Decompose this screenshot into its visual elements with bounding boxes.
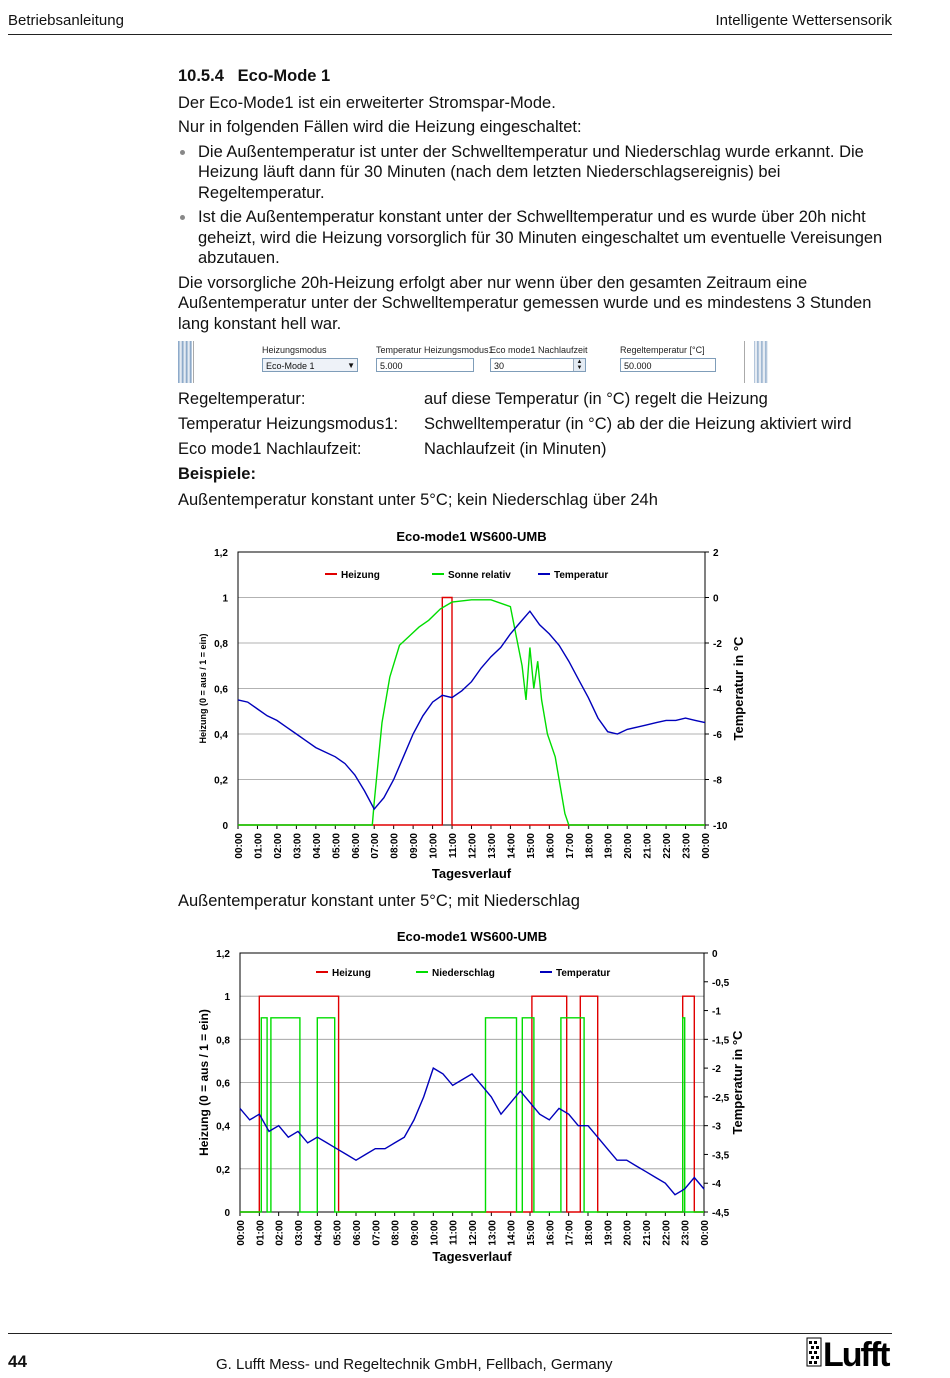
x-tick-label: 09:00 bbox=[410, 1220, 421, 1246]
x-tick-label: 21:00 bbox=[642, 833, 654, 859]
y2-axis-label: Temperatur in °C bbox=[730, 1030, 745, 1135]
x-tick-label: 14:00 bbox=[506, 1220, 518, 1246]
x-tick-label: 21:00 bbox=[642, 1220, 653, 1246]
intro-line-1: Der Eco-Mode1 ist ein erweiterter Stromspar-Mode. bbox=[178, 93, 556, 112]
settings-form bbox=[178, 341, 768, 383]
x-tick-label: 20:00 bbox=[623, 833, 635, 859]
intro-line-2: Nur in folgenden Fällen wird die Heizung eingeschaltet: bbox=[178, 118, 582, 136]
y2-tick-label: 0 bbox=[713, 593, 719, 605]
chart-eco-mode-sun bbox=[190, 522, 760, 892]
y2-tick-label: -1 bbox=[712, 1006, 721, 1018]
y2-tick-label: -3,5 bbox=[712, 1150, 730, 1162]
y2-tick-label: -3 bbox=[712, 1121, 721, 1133]
x-tick-label: 14:00 bbox=[506, 833, 518, 859]
regel-label: Regeltemperatur [°C] bbox=[620, 345, 705, 355]
chart-title: Eco-mode1 WS600-UMB bbox=[396, 529, 547, 544]
definition-row: Eco mode1 Nachlaufzeit: Nachlaufzeit (in Minuten) bbox=[178, 440, 607, 458]
list-item: Ist die Außentemperatur konstant unter der Schwelltemperatur und es wurde über 20h nicht geheizt, wird die Heizung vorsorglich für 30 Minuten eingeschaltet um eventuelle Vereisungen abzutauen. bbox=[178, 207, 888, 269]
y-tick-label: 0,2 bbox=[214, 775, 228, 787]
y-tick-label: 0,4 bbox=[216, 1121, 230, 1133]
y-tick-label: 1,2 bbox=[216, 949, 230, 960]
section-heading bbox=[178, 66, 888, 87]
x-tick-label: 02:00 bbox=[274, 1220, 286, 1246]
lufft-logo bbox=[806, 1334, 896, 1370]
x-tick-label: 01:00 bbox=[255, 1220, 267, 1246]
chevron-down-icon: ▼ bbox=[347, 361, 355, 370]
legend-label: Temperatur bbox=[554, 570, 609, 581]
y-tick-label: 1 bbox=[224, 992, 230, 1004]
x-tick-label: 08:00 bbox=[389, 833, 401, 859]
definitions bbox=[178, 390, 898, 490]
y-tick-label: 0,8 bbox=[216, 1035, 230, 1047]
legend-label: Heizung bbox=[341, 570, 380, 581]
x-tick-label: 10:00 bbox=[428, 833, 440, 859]
list-item: Die Außentemperatur ist unter der Schwelltemperatur und Niederschlag wurde erkannt. Die Heizung läuft dann für 30 Minuten (nach dem letzten Niederschlagsereignis) bei Regeltemperatur. bbox=[178, 142, 888, 204]
y2-tick-label: 2 bbox=[713, 548, 719, 559]
x-tick-label: 07:00 bbox=[370, 833, 382, 859]
y-tick-label: 0,8 bbox=[214, 639, 228, 650]
x-tick-label: 06:00 bbox=[352, 1220, 363, 1246]
x-tick-label: 22:00 bbox=[661, 1220, 673, 1246]
x-tick-label: 02:00 bbox=[272, 833, 284, 859]
form-right-edge bbox=[754, 341, 768, 383]
x-tick-label: 00:00 bbox=[700, 1220, 711, 1246]
y2-tick-label: -4 bbox=[713, 684, 722, 696]
x-tick-label: 18:00 bbox=[584, 1220, 595, 1246]
x-tick-label: 15:00 bbox=[526, 1220, 537, 1246]
bullet-icon bbox=[180, 150, 185, 155]
x-tick-label: 23:00 bbox=[680, 1220, 692, 1246]
x-tick-label: 05:00 bbox=[331, 833, 343, 859]
main-content bbox=[178, 66, 888, 338]
x-tick-label: 03:00 bbox=[294, 1220, 305, 1246]
x-tick-label: 10:00 bbox=[429, 1220, 441, 1246]
x-tick-label: 00:00 bbox=[701, 833, 712, 859]
definition-row: Regeltemperatur: auf diese Temperatur (in °C) regelt die Heizung bbox=[178, 390, 768, 408]
chart-title: Eco-mode1 WS600-UMB bbox=[396, 929, 548, 944]
section-title: Eco-Mode 1 bbox=[237, 67, 331, 85]
temp-modus-label: Temperatur Heizungsmodus1 bbox=[376, 345, 494, 355]
y-tick-label: 0,2 bbox=[216, 1164, 230, 1176]
y2-axis-label: Temperatur in °C bbox=[731, 636, 746, 741]
page-footer bbox=[8, 1333, 892, 1378]
x-tick-label: 09:00 bbox=[409, 833, 421, 859]
example2-caption: Außentemperatur konstant unter 5°C; mit Niederschlag bbox=[178, 892, 580, 910]
legend-label: Temperatur bbox=[556, 968, 611, 979]
series-line-niederschlag bbox=[240, 1018, 704, 1212]
heizungsmodus-label: Heizungsmodus bbox=[262, 345, 327, 355]
series-line-heizung bbox=[238, 598, 705, 826]
header-right: Intelligente Wettersensorik bbox=[715, 12, 892, 29]
svg-text:Lufft: Lufft bbox=[823, 1336, 889, 1370]
x-tick-label: 04:00 bbox=[311, 833, 323, 859]
y-tick-label: 0,4 bbox=[214, 730, 228, 741]
y2-tick-label: -2,5 bbox=[712, 1092, 730, 1104]
y-tick-label: 1,2 bbox=[214, 548, 228, 559]
header-left: Betriebsanleitung bbox=[8, 12, 124, 29]
y2-tick-label: 0 bbox=[712, 949, 718, 960]
legend-label: Heizung bbox=[332, 968, 371, 979]
x-tick-label: 16:00 bbox=[545, 1220, 557, 1246]
y2-tick-label: -1,5 bbox=[712, 1035, 730, 1047]
spinner-arrows-icon[interactable]: ▲ ▼ bbox=[573, 359, 585, 371]
x-tick-label: 19:00 bbox=[603, 833, 615, 859]
x-tick-label: 12:00 bbox=[468, 1220, 479, 1246]
x-tick-label: 01:00 bbox=[253, 833, 265, 859]
x-tick-label: 07:00 bbox=[371, 1220, 383, 1246]
y2-tick-label: -4 bbox=[712, 1179, 721, 1191]
temp-modus-input[interactable]: 5.000 bbox=[376, 358, 474, 372]
y-tick-label: 0,6 bbox=[216, 1078, 230, 1090]
chart-eco-mode-precip bbox=[190, 922, 760, 1272]
explanation-paragraph: Die vorsorgliche 20h-Heizung erfolgt aber nur wenn über den gesamten Zeitraum eine Außentemperatur unter der Schwelltemperatur gemessen wurde und es mindestens 3 Stunden lang konstant hell war. bbox=[178, 273, 872, 333]
nachlauf-stepper[interactable]: 30 ▲ ▼ bbox=[490, 358, 586, 372]
x-tick-label: 11:00 bbox=[448, 833, 460, 859]
series-line-temperatur bbox=[240, 1068, 704, 1195]
y2-tick-label: -2 bbox=[712, 1064, 721, 1076]
x-axis-label: Tagesverlauf bbox=[432, 1249, 512, 1264]
x-tick-label: 08:00 bbox=[390, 1220, 402, 1246]
x-tick-label: 12:00 bbox=[467, 833, 479, 859]
x-tick-label: 00:00 bbox=[234, 833, 245, 859]
x-tick-label: 03:00 bbox=[292, 833, 304, 859]
y-tick-label: 0 bbox=[224, 1208, 230, 1219]
y-axis-label: Heizung (0 = aus / 1 = ein) bbox=[197, 1009, 211, 1156]
legend-label: Sonne relativ bbox=[448, 570, 511, 581]
x-tick-label: 19:00 bbox=[603, 1220, 615, 1246]
y-tick-label: 1 bbox=[222, 593, 228, 605]
x-tick-label: 13:00 bbox=[486, 833, 498, 859]
company-name: G. Lufft Mess- und Regeltechnik GmbH, Fellbach, Germany bbox=[216, 1356, 613, 1373]
y2-tick-label: -0,5 bbox=[712, 977, 730, 989]
x-tick-label: 17:00 bbox=[564, 1220, 576, 1246]
examples-heading: Beispiele: bbox=[178, 465, 256, 483]
x-tick-label: 04:00 bbox=[313, 1220, 325, 1246]
y2-tick-label: -2 bbox=[713, 639, 722, 650]
page-header bbox=[8, 12, 892, 35]
x-tick-label: 06:00 bbox=[350, 833, 362, 859]
x-tick-label: 05:00 bbox=[332, 1220, 344, 1246]
x-tick-label: 00:00 bbox=[236, 1220, 247, 1246]
x-tick-label: 13:00 bbox=[487, 1220, 499, 1246]
y2-tick-label: -10 bbox=[713, 821, 728, 832]
y-axis-label: Heizung (0 = aus / 1 = ein) bbox=[198, 633, 208, 744]
y2-tick-label: -8 bbox=[713, 775, 722, 787]
bullet-icon bbox=[180, 215, 185, 220]
x-tick-label: 17:00 bbox=[564, 833, 576, 859]
regel-input[interactable]: 50.000 bbox=[620, 358, 716, 372]
definition-row: Temperatur Heizungsmodus1: Schwelltemperatur (in °C) ab der die Heizung aktiviert wird bbox=[178, 415, 852, 433]
condition-list bbox=[178, 142, 888, 269]
heizungsmodus-select[interactable]: Eco-Mode 1 ▼ bbox=[262, 358, 358, 372]
section-number: 10.5.4 bbox=[178, 67, 224, 85]
x-tick-label: 15:00 bbox=[525, 833, 537, 859]
x-tick-label: 18:00 bbox=[584, 833, 596, 859]
x-tick-label: 11:00 bbox=[448, 1220, 460, 1246]
x-tick-label: 22:00 bbox=[662, 833, 674, 859]
page-number: 44 bbox=[8, 1352, 27, 1371]
form-left-edge bbox=[178, 341, 192, 383]
x-axis-label: Tagesverlauf bbox=[431, 866, 512, 881]
y-tick-label: 0,6 bbox=[214, 684, 228, 696]
y2-tick-label: -6 bbox=[713, 730, 722, 741]
example1-caption: Außentemperatur konstant unter 5°C; kein Niederschlag über 24h bbox=[178, 491, 658, 509]
x-tick-label: 20:00 bbox=[622, 1220, 634, 1246]
series-line-heizung bbox=[240, 996, 704, 1212]
x-tick-label: 16:00 bbox=[545, 833, 557, 859]
nachlauf-label: Eco mode1 Nachlaufzeit bbox=[490, 345, 588, 355]
y-tick-label: 0 bbox=[222, 821, 228, 832]
legend-label: Niederschlag bbox=[432, 968, 495, 979]
y2-tick-label: -4,5 bbox=[712, 1208, 730, 1219]
x-tick-label: 23:00 bbox=[681, 833, 693, 859]
series-line-sonne-relativ bbox=[238, 600, 705, 825]
